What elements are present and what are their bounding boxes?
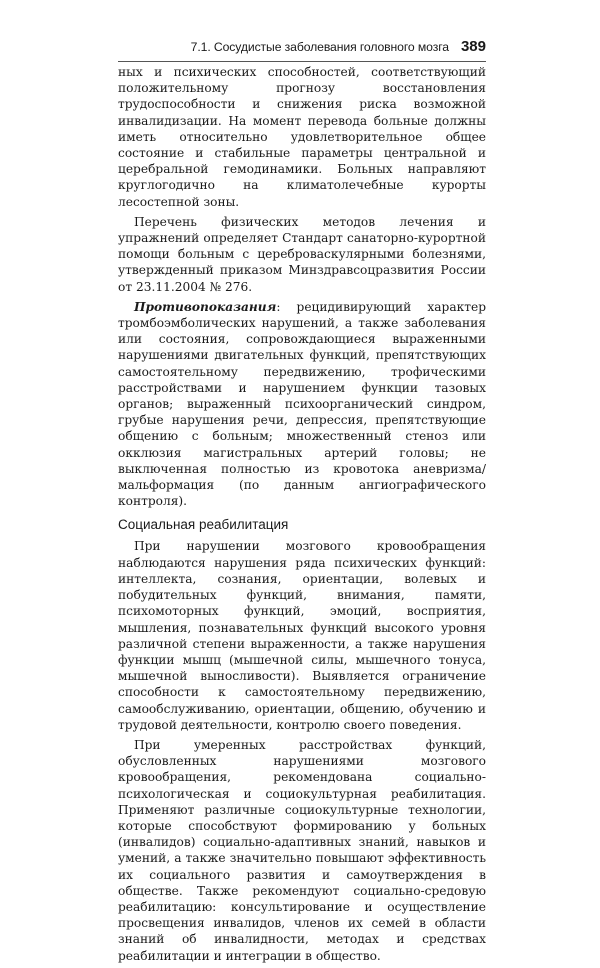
paragraph-functions: При нарушении мозгового кровообращения наблюдаются нарушения ряда психических функций: интеллекта, сознания, ориентации, волевых и побудительных функций, внимания, памяти, психомоторных функций, эмоций, восприятия, мышления, познавательных функций высокого уровня различной степени выраженности, а также нарушения функции мышц (мышечной силы, мышечного тонуса, мышечной выносливости). Выявляется ограничение способности к самостоятельному передвижению, самообслуживанию, ориентации, общению, обучению и трудовой деятельности, контролю своего поведения.: [118, 539, 486, 732]
section-heading: Социальная реабилитация: [118, 517, 289, 533]
paragraph-contraindications: [118, 299, 486, 510]
running-header: [118, 38, 486, 62]
paragraph-continuation: ных и психических способностей, соответствующий положительному прогнозу восстановления трудоспособности и снижения риска возможной инвалидизации. На момент перевода больные должны иметь относительно удовлетворительное общее состояние и стабильные параметры центральной и церебральной гемодинамики. Больных направляют круглогодично на климатолечебные курорты лесостепной зоны.: [118, 65, 486, 209]
page-content: [118, 64, 486, 968]
contraindications-lead: Противопоказания: [134, 299, 277, 314]
paragraph-standard: Перечень физических методов лечения и упражнений определяет Стандарт санаторно-курортной помощи больным с цереброваскулярными болезнями, утвержденный приказом Минздравсоцразвития России от 23.11.2004 № 276.: [118, 214, 486, 294]
contraindications-body: : рецидивирующий характер тромбоэмболических нарушений, а также заболевания или состояния, сопровождающиеся выраженными нарушениями двигательных функций, препятствующих самостоятельному передвижению, трофическими расстройствами и нарушением функции тазовых органов; выраженный психоорганический синдром, грубые нарушения речи, депрессия, препятствующие общению с больным; множественный стеноз или окклюзия магистральных артерий головы; не выключенная полностью из кровотока аневризма/мальформация (по данным ангиографического контроля).: [118, 299, 486, 509]
running-title: 7.1. Сосудистые заболевания головного мозга: [190, 40, 449, 54]
page-number: 389: [460, 38, 486, 55]
paragraph-rehabilitation: При умеренных расстройствах функций, обусловленных нарушениями мозгового кровообращения, рекомендована социально-психологическая и социокультурная реабилитация. Применяют различные социокультурные технологии, которые способствуют формированию у больных (инвалидов) социально-адаптивных знаний, навыков и умений, а также значительно повышают эффективность их социального развития и самоутверждения в обществе. Также рекомендуют социально-средовую реабилитацию: консультирование и осуществление просвещения инвалидов, членов их семей в области знаний об инвалидности, методах и средствах реабилитации и интеграции в общество.: [118, 737, 486, 963]
